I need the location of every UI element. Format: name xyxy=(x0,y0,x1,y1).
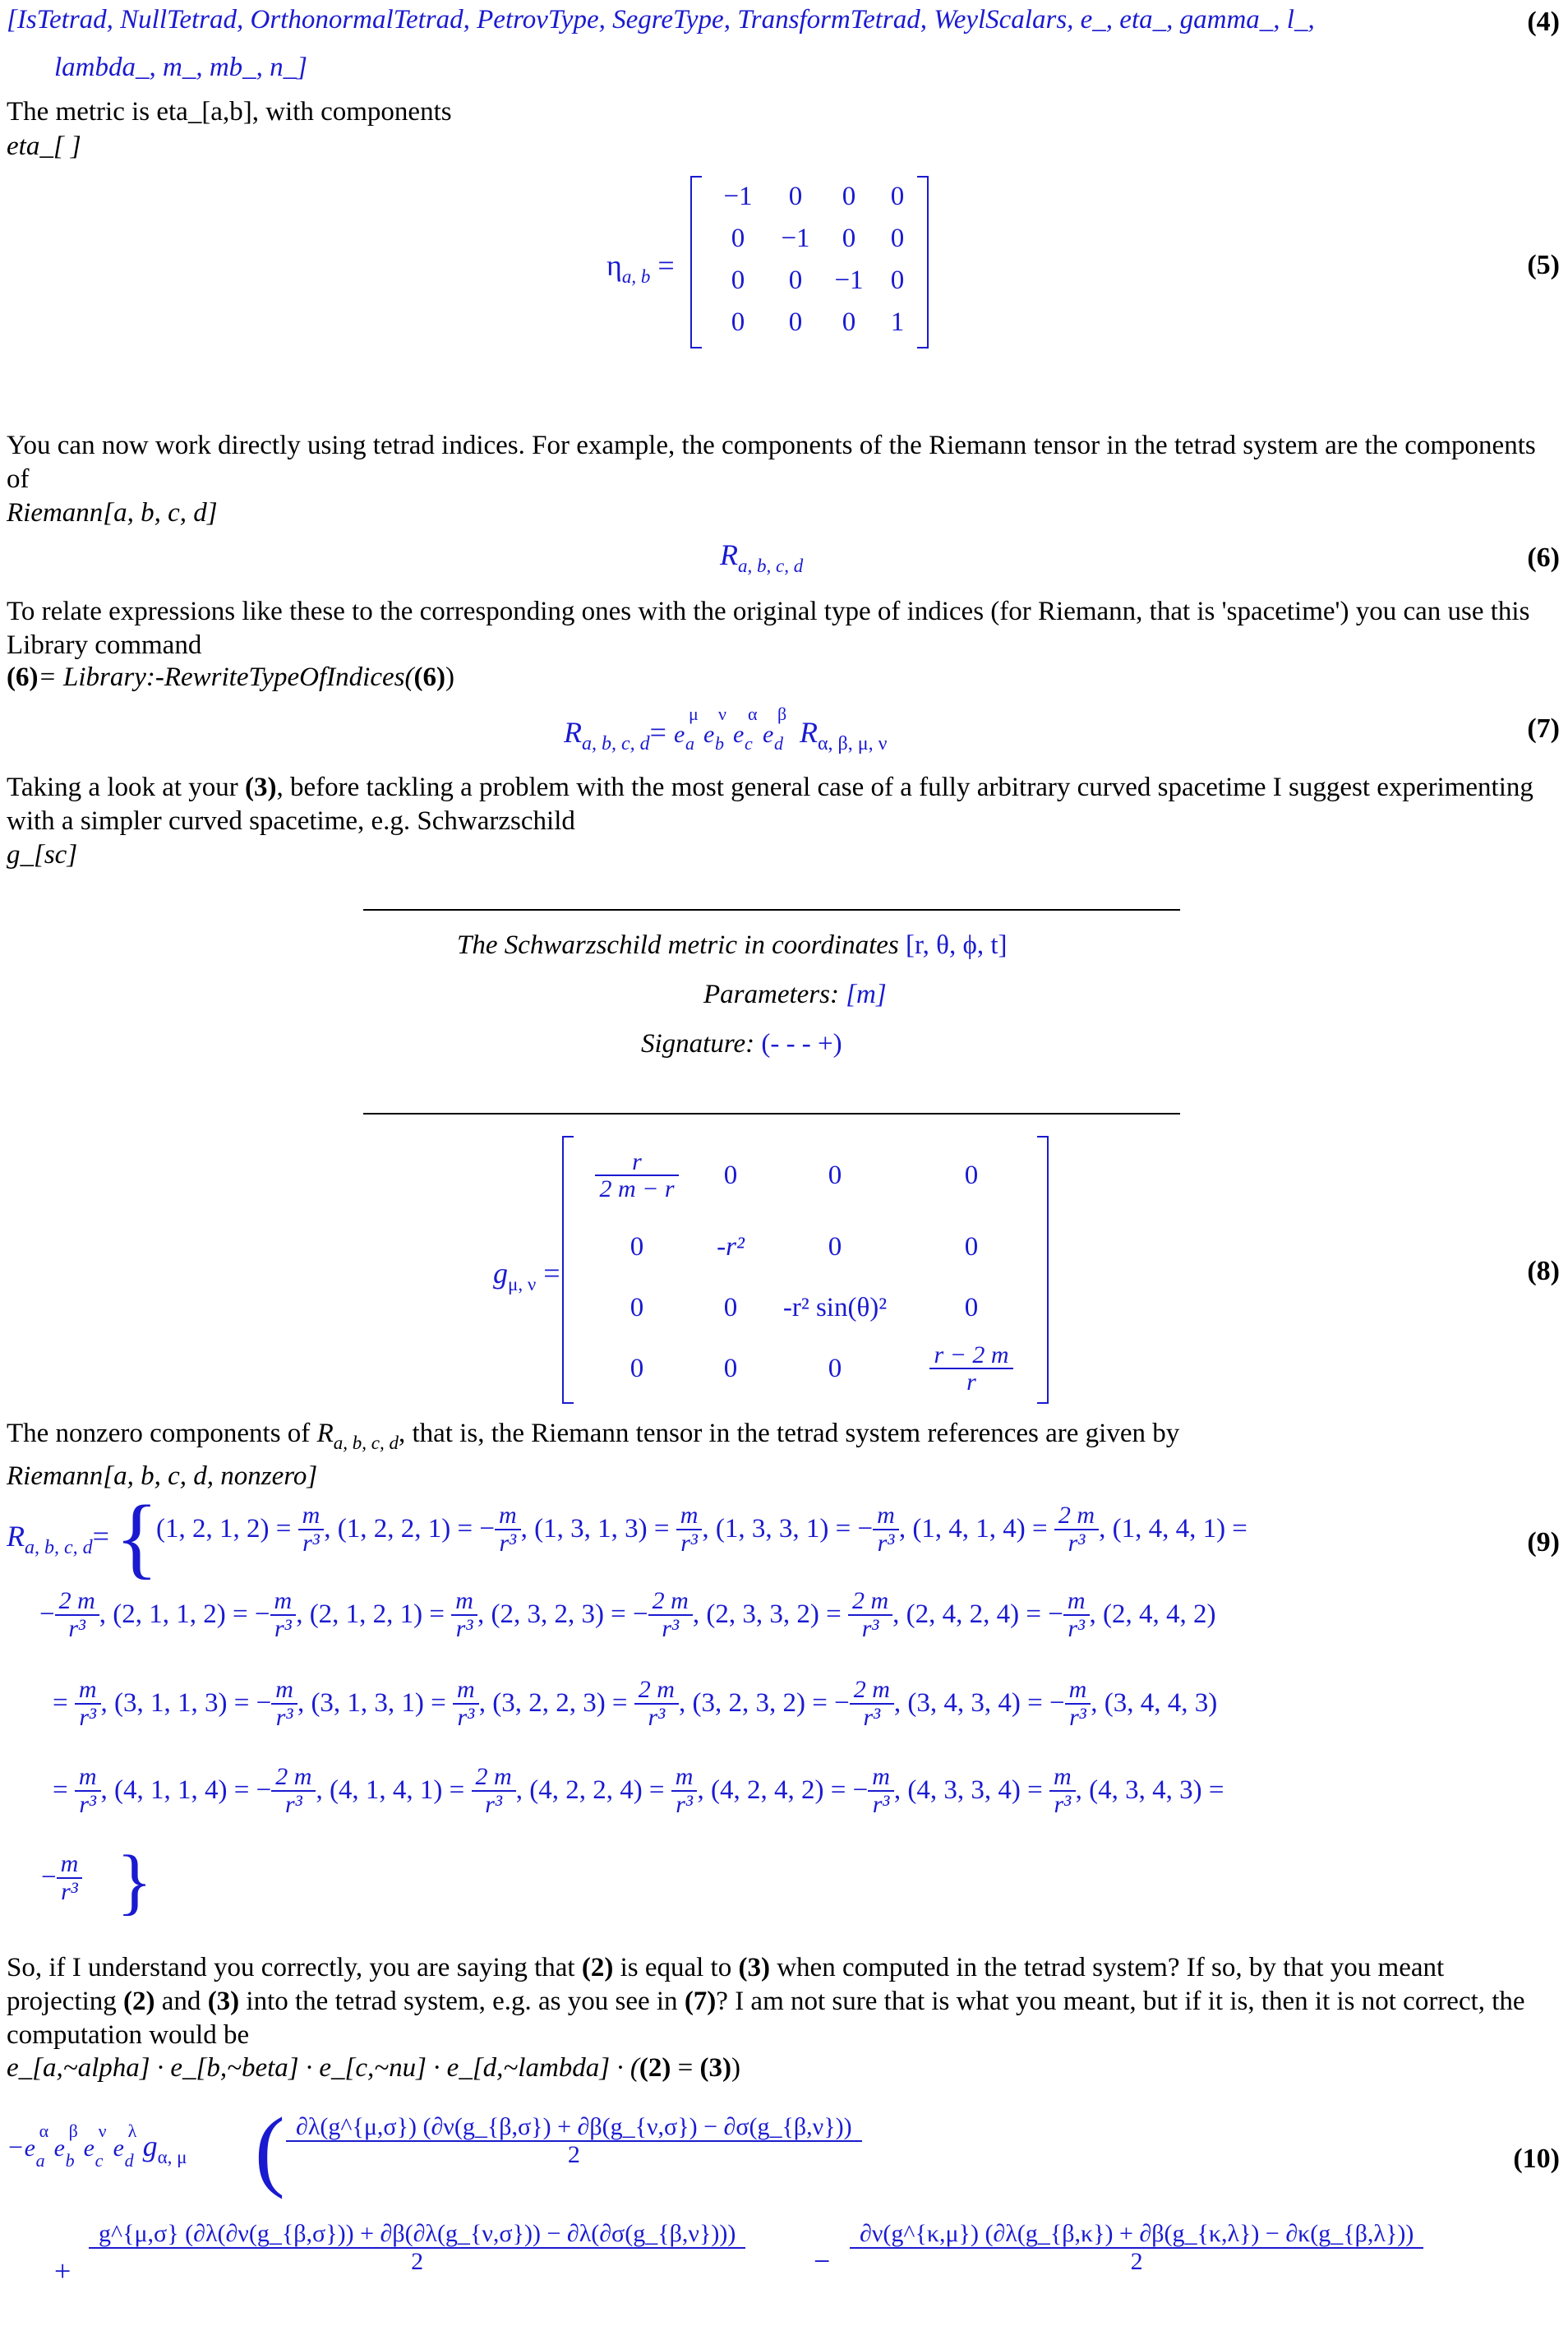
g-21: 0 xyxy=(630,1231,644,1262)
rewrite-close: ) xyxy=(445,662,454,692)
params-label: Parameters: xyxy=(703,980,839,1009)
eq10-minus: − xyxy=(814,2245,831,2278)
g-23: 0 xyxy=(828,1231,842,1262)
component-value: $\frac{2 m}{\text{r³}}$ xyxy=(850,1677,894,1730)
eta-cell: 0 xyxy=(890,265,905,295)
eq7-lhs-R: R xyxy=(564,716,582,749)
component-index: , (1, 4, 4, 1) = xyxy=(1099,1514,1247,1544)
sign: − xyxy=(41,1862,57,1892)
component-value: $\frac{m}{\text{r³}}$ xyxy=(298,1502,325,1556)
eta-bracket-right xyxy=(917,176,929,348)
schwarzschild-title xyxy=(457,930,1007,961)
e-sup: ν xyxy=(98,2121,107,2141)
component-index: , (3, 4, 3, 4) = xyxy=(893,1688,1049,1718)
sign: − xyxy=(852,1775,869,1805)
eta-cell: 0 xyxy=(731,224,745,253)
eta-bracket-left xyxy=(690,176,702,348)
g-31: 0 xyxy=(630,1292,644,1322)
component-index: , (4, 1, 1, 4) = xyxy=(100,1775,256,1805)
g-14: 0 xyxy=(964,1160,979,1190)
riemann-rewrite-expr xyxy=(564,704,888,755)
list-line-2: lambda_, m_, mb_, n_] xyxy=(54,53,308,82)
ref-3[interactable]: (3) xyxy=(245,773,277,802)
eq9-sub: a, b, c, d xyxy=(25,1537,93,1558)
eta-cell: 0 xyxy=(890,224,905,253)
component-value: $\frac{2 m}{\text{r³}}$ xyxy=(634,1677,679,1730)
equation-label-8[interactable]: (8) xyxy=(1527,1256,1560,1286)
component-index: , (4, 1, 4, 1) = xyxy=(316,1775,472,1805)
eq9-line-2 xyxy=(39,1588,1215,1641)
sign: − xyxy=(857,1514,874,1544)
sign: − xyxy=(256,1775,272,1805)
eq10-num2: g^{μ,σ} (∂λ(∂ν(g_{β,σ})) + ∂β(∂λ(g_{ν,σ})) − ∂λ(∂σ(g_{β,ν}))) xyxy=(89,2221,745,2249)
g-33: -r² sin(θ)² xyxy=(782,1292,888,1322)
g-34: 0 xyxy=(964,1292,979,1322)
eq9-line-3 xyxy=(53,1677,1217,1730)
component-index: , (4, 3, 3, 4) = xyxy=(893,1775,1049,1805)
component-index: , (2, 4, 4, 2) xyxy=(1089,1599,1216,1629)
eq10-term1 xyxy=(286,2114,862,2167)
p5-pre: The nonzero components of xyxy=(7,1419,317,1448)
e-sub: b xyxy=(65,2150,75,2171)
component-value: $\frac{m}{\text{r³}}$ xyxy=(57,1851,83,1904)
text-tetrad-indices: You can now work directly using tetrad indices. For example, the components of the Riemann tensor in the tetrad system are the components of xyxy=(7,431,1536,494)
eta-subscript: a, b xyxy=(621,266,651,287)
component-index: (1, 2, 1, 2) = xyxy=(156,1514,298,1544)
g-symbol: g xyxy=(493,1257,508,1290)
sig-label: Signature: xyxy=(641,1029,755,1059)
component-index: , (1, 2, 2, 1) = xyxy=(324,1514,480,1544)
e-sup: λ xyxy=(127,2121,137,2141)
eq9-line-5 xyxy=(41,1851,82,1904)
sig-value: (- - - +) xyxy=(761,1029,842,1059)
e-sub: d xyxy=(773,733,783,754)
text-relate-expressions: To relate expressions like these to the corresponding ones with the original type of indices (for Riemann, that is 'spacetime') you can use this Library command xyxy=(7,597,1530,660)
component-index: , (4, 2, 2, 4) = xyxy=(515,1775,671,1805)
eta-cell: 0 xyxy=(890,182,905,211)
component-value: $\frac{m}{\text{r³}}$ xyxy=(1063,1588,1090,1641)
component-value: $\frac{2 m}{\text{r³}}$ xyxy=(1054,1502,1099,1556)
component-value: $\frac{2 m}{\text{r³}}$ xyxy=(648,1588,693,1641)
text-nonzero-components xyxy=(7,1419,1180,1453)
text-metric-intro: The metric is eta_[a,b], with components xyxy=(7,97,452,127)
tetrad-command-list-cont xyxy=(54,53,307,83)
g-11: $\frac{r}{2 m - r}$ xyxy=(595,1149,678,1202)
g-32: 0 xyxy=(723,1292,738,1322)
riemann-tetrad-expr xyxy=(720,538,804,576)
schw-coords: [r, θ, ϕ, t] xyxy=(905,930,1008,960)
eta-lhs: $\eta_{a, b}$ = xyxy=(606,249,675,287)
component-value: $\frac{m}{\text{r³}}$ xyxy=(75,1764,101,1817)
eq10-plus: + xyxy=(54,2254,71,2287)
component-index: , (2, 1, 2, 1) = xyxy=(296,1599,452,1629)
eq10-den3: 2 xyxy=(1130,2247,1143,2275)
component-index: , (2, 1, 1, 2) = xyxy=(99,1599,255,1629)
eta-cell: 0 xyxy=(842,182,856,211)
tetrad-command-list xyxy=(7,5,1315,35)
e-sub: a xyxy=(35,2150,45,2171)
component-value: $\frac{m}{\text{r³}}$ xyxy=(1065,1677,1091,1730)
divider-top xyxy=(363,909,1180,911)
ref-6[interactable]: (6) xyxy=(7,662,39,692)
e-sup: α xyxy=(39,2121,49,2141)
input-schwarzschild-command[interactable]: g_[sc] xyxy=(7,840,78,870)
ref-2c[interactable]: (2) xyxy=(639,2053,671,2083)
component-value: $\frac{m}{\text{r³}}$ xyxy=(75,1677,101,1730)
sign: − xyxy=(1048,1599,1063,1629)
eq9-close-brace: } xyxy=(117,1841,153,1922)
input-projection-command[interactable]: e_[a,~alpha] · e_[b,~beta] · e_[c,~nu] · e_[d,~lambda] · ((2) = (3)) xyxy=(7,2053,740,2083)
sign: − xyxy=(633,1599,648,1629)
p5-post: , that is, the Riemann tensor in the tetrad system references are given by xyxy=(398,1419,1180,1448)
e-sup: μ xyxy=(688,704,699,724)
g-matrix xyxy=(575,1136,1035,1401)
g-13: 0 xyxy=(828,1160,842,1190)
eta-cell: −1 xyxy=(723,182,753,211)
component-value: $\frac{m}{\text{r³}}$ xyxy=(1049,1764,1076,1817)
riemann-symbol: R xyxy=(720,538,738,571)
tetrad-e-factor: e β b xyxy=(53,2121,78,2171)
component-index: , (4, 3, 4, 3) = xyxy=(1075,1775,1224,1805)
eta-cell: 0 xyxy=(842,307,856,337)
eq9-lhs: $R_{a, b, c, d}=$ xyxy=(7,1520,109,1558)
input-riemann-command[interactable]: Riemann[a, b, c, d] xyxy=(7,498,218,528)
equation-label-9[interactable]: (9) xyxy=(1527,1527,1560,1558)
ref-3b[interactable]: (3) xyxy=(738,1953,770,1982)
eta-cell: 0 xyxy=(731,265,745,295)
equation-label-7[interactable]: (7) xyxy=(1527,713,1560,744)
g-42: 0 xyxy=(723,1353,738,1383)
e-sub: c xyxy=(744,733,753,754)
ref-2[interactable]: (2) xyxy=(581,1953,614,1982)
component-index: , (1, 3, 3, 1) = xyxy=(702,1514,858,1544)
text-understanding: So, if I understand you correctly, you are saying that (2) is equal to (3) when computed in the tetrad system? If so, by that you meant projecting (2) and (3) into the tetrad system, e.g. as you see in (7)? I am not sure that is what you meant, but if it is, then it is not correct, the computation would be xyxy=(7,1953,1525,2050)
equation-label-4[interactable]: (4) xyxy=(1527,7,1560,37)
eq9-line-1 xyxy=(156,1502,1247,1556)
tetrad-e-factor: e β d xyxy=(762,704,787,754)
eq9-line-4 xyxy=(53,1764,1224,1817)
input-eta-command[interactable]: eta_[ ] xyxy=(7,132,81,161)
eta-cell: 0 xyxy=(788,307,803,337)
component-value: $\frac{m}{\text{r³}}$ xyxy=(676,1502,703,1556)
eta-cell: −1 xyxy=(781,224,810,253)
riemann-subscript: a, b, c, d xyxy=(738,556,804,576)
eq10-num3: ∂ν(g^{κ,μ}) (∂λ(g_{β,κ}) + ∂β(g_{κ,λ}) − ∂κ(g_{β,λ})) xyxy=(850,2221,1423,2249)
schwarzschild-params xyxy=(703,980,887,1010)
input-riemann-nonzero-command[interactable]: Riemann[a, b, c, d, nonzero] xyxy=(7,1461,318,1491)
e-sub: a xyxy=(685,733,694,754)
tetrad-e-factor: e λ d xyxy=(113,2121,137,2171)
component-index: , (3, 4, 4, 3) xyxy=(1091,1688,1218,1718)
eta-matrix xyxy=(705,176,917,345)
component-index: , (3, 2, 2, 3) = xyxy=(478,1688,634,1718)
eq10-term2 xyxy=(89,2221,745,2274)
eq10-minus-sign: − xyxy=(7,2132,25,2162)
schwarzschild-signature xyxy=(641,1029,842,1059)
sign: − xyxy=(479,1514,495,1544)
p4-post: , before tackling a problem with the most general case of a fully arbitrary curved spacetime I suggest experimenting with a simpler curved spacetime, e.g. Schwarzschild xyxy=(7,773,1533,836)
sign: − xyxy=(254,1599,270,1629)
component-value: $\frac{m}{\text{r³}}$ xyxy=(270,1588,297,1641)
component-value: $\frac{m}{\text{r³}}$ xyxy=(873,1502,899,1556)
e-sub: b xyxy=(714,733,724,754)
p5-R: R xyxy=(316,1419,334,1448)
eta-cell: 0 xyxy=(731,307,745,337)
component-value: $\frac{m}{\text{r³}}$ xyxy=(451,1588,477,1641)
equation-label-5[interactable]: (5) xyxy=(1527,250,1560,280)
g-24: 0 xyxy=(964,1231,979,1262)
component-value: $\frac{2 m}{\text{r³}}$ xyxy=(472,1764,516,1817)
g-lhs: $g_{\mu, \nu}$ = xyxy=(493,1257,560,1295)
params-value: [m] xyxy=(846,980,887,1009)
component-value: $\frac{m}{\text{r³}}$ xyxy=(868,1764,894,1817)
eta-cell: 0 xyxy=(842,224,856,253)
eq10-den1: 2 xyxy=(567,2140,580,2168)
component-index: , (1, 4, 1, 4) = xyxy=(898,1514,1054,1544)
divider-bottom xyxy=(363,1113,1180,1115)
tetrad-e-factor: e ν c xyxy=(83,2121,107,2171)
component-value: $\frac{2 m}{\text{r³}}$ xyxy=(271,1764,316,1817)
eta-cell: 0 xyxy=(788,265,803,295)
component-index: , (2, 3, 2, 3) = xyxy=(477,1599,634,1629)
p5-sub: a, b, c, d xyxy=(333,1433,399,1453)
eq7-rhs-R: R xyxy=(799,716,818,749)
tetrad-e-factor: e μ a xyxy=(673,704,699,754)
eq9-R: R xyxy=(7,1520,25,1553)
eq7-tetrad-factors xyxy=(673,704,792,754)
eq10-num1: ∂λ(g^{μ,σ}) (∂ν(g_{β,σ}) + ∂β(g_{ν,σ}) − ∂σ(g_{β,ν})) xyxy=(286,2114,862,2142)
eq10-g-sub: α, μ xyxy=(157,2147,187,2167)
text-schwarzschild-suggestion xyxy=(7,771,1560,838)
sign: − xyxy=(39,1599,55,1629)
e-sup: β xyxy=(777,704,787,724)
ref-2b[interactable]: (2) xyxy=(123,1987,155,2016)
eq7-equals: = xyxy=(649,716,666,749)
tetrad-e-factor: e α a xyxy=(24,2121,49,2171)
ref-6b[interactable]: (6) xyxy=(413,662,445,692)
eq10-term3 xyxy=(850,2221,1423,2274)
schw-title-text: The Schwarzschild metric in coordinates xyxy=(457,930,899,960)
e-sub: c xyxy=(95,2150,104,2171)
g-bracket-left xyxy=(562,1136,574,1404)
e-sup: ν xyxy=(717,704,726,724)
eta-cell: 0 xyxy=(788,182,803,211)
p4-pre: Taking a look at your xyxy=(7,773,246,802)
component-index: , (4, 2, 4, 2) = xyxy=(697,1775,853,1805)
tetrad-e-factor: e α c xyxy=(732,704,758,754)
g-44: $\frac{r - 2 m}{r}$ xyxy=(929,1342,1012,1396)
component-index: , (3, 2, 3, 2) = xyxy=(678,1688,835,1718)
ref-3d[interactable]: (3) xyxy=(699,2053,731,2083)
component-index: , (2, 3, 3, 2) = xyxy=(692,1599,848,1629)
component-index: = xyxy=(53,1775,75,1805)
component-value: $\frac{m}{\text{r³}}$ xyxy=(671,1764,698,1817)
equation-label-10[interactable]: (10) xyxy=(1513,2144,1560,2174)
g-12: 0 xyxy=(723,1160,738,1190)
e-sup: β xyxy=(68,2121,78,2141)
component-index: , (3, 1, 3, 1) = xyxy=(297,1688,454,1718)
rewrite-text: = Library:-RewriteTypeOfIndices( xyxy=(38,662,414,692)
eta-symbol: η xyxy=(606,249,622,282)
ref-7[interactable]: (7) xyxy=(684,1987,717,2016)
component-index: = xyxy=(53,1688,75,1718)
input-rewrite-command[interactable] xyxy=(7,662,454,693)
g-subscript: μ, ν xyxy=(508,1274,537,1295)
sign: − xyxy=(834,1688,850,1718)
g-43: 0 xyxy=(828,1353,842,1383)
g-41: 0 xyxy=(630,1353,644,1383)
component-value: $\frac{m}{\text{r³}}$ xyxy=(495,1502,521,1556)
component-index: , (2, 4, 2, 4) = xyxy=(892,1599,1049,1629)
eq9-open-brace: { xyxy=(115,1487,159,1587)
sign: − xyxy=(1049,1688,1065,1718)
e-sub: d xyxy=(124,2150,134,2171)
eta-cell: 1 xyxy=(890,307,905,337)
tetrad-e-factor: e ν b xyxy=(703,704,726,754)
eq7-lhs-sub: a, b, c, d xyxy=(582,733,650,755)
ref-3c[interactable]: (3) xyxy=(207,1987,240,2016)
eq7-rhs-sub: α, β, μ, ν xyxy=(817,733,888,755)
sign: − xyxy=(256,1688,272,1718)
eq10-open-paren: ( xyxy=(255,2099,285,2199)
equation-label-6[interactable]: (6) xyxy=(1527,542,1560,573)
g-bracket-right xyxy=(1037,1136,1049,1404)
component-index: , (1, 3, 1, 3) = xyxy=(520,1514,676,1544)
list-line-1: [IsTetrad, NullTetrad, OrthonormalTetrad, PetrovType, SegreType, TransformTetrad, WeylScalars, e_, eta_, gamma_, l_, xyxy=(7,5,1315,35)
g-22: -r² xyxy=(717,1231,745,1262)
eq10-prefactor: −e α a e β b e ν c e λ d $g_{\alpha, \mu}$ xyxy=(7,2121,187,2171)
component-index: , (3, 1, 1, 3) = xyxy=(100,1688,256,1718)
component-value: $\frac{m}{\text{r³}}$ xyxy=(271,1677,297,1730)
eta-cell: −1 xyxy=(834,265,864,295)
e-sup: α xyxy=(747,704,758,724)
component-value: $\frac{m}{\text{r³}}$ xyxy=(453,1677,479,1730)
eq10-den2: 2 xyxy=(411,2247,424,2275)
component-value: $\frac{2 m}{\text{r³}}$ xyxy=(55,1588,99,1641)
component-value: $\frac{2 m}{\text{r³}}$ xyxy=(848,1588,892,1641)
